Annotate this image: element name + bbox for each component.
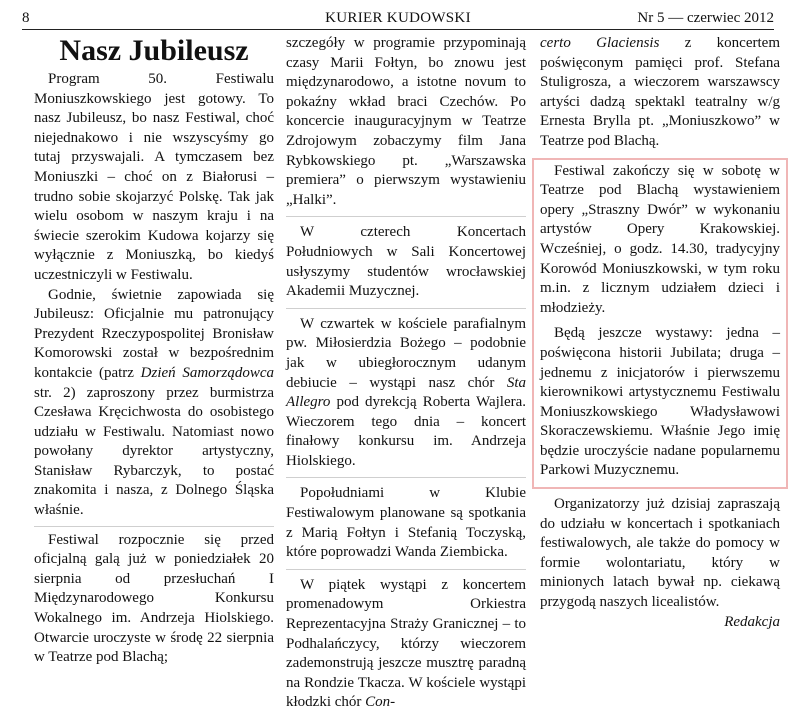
- paragraph: [286, 308, 526, 472]
- text-span: Organizatorzy już dzisiaj zapraszają do udziału w koncertach i spotkaniach festiwalowych, ale także do pomocy w formie wolontariatu, który w minionych latach bywał np. ciekawą przygodą naszych licealistów.: [540, 496, 780, 611]
- paragraph: Festiwal rozpocznie się przed oficjalną galą już w poniedziałek 20 sierpnia od przesłuchań I Międzynarodowego Konkursu Wokalnego im. Andrzeja Hiolskiego. Otwarcie uroczyste w środę 22 sierpnia w Teatrze pod Blachą;: [34, 526, 274, 668]
- text-span: pod dyrekcją Roberta Wajlera. Wieczorem tego dnia – koncert finałowy konkursu im. Andrzeja Hiolskiego.: [286, 394, 526, 469]
- text-span: z koncertem poświęconym pamięci prof. Stefana Stuligrosza, a wieczorem warszawscy artyści dadzą spektakl teatralny w/g Ernesta Brylla pt. „Moniuszkowo” w Teatrze pod Blachą.: [540, 35, 780, 149]
- italic-choir-name: Sta Allegro: [286, 374, 526, 411]
- paragraph: W czterech Koncertach Południowych w Sali Koncertowej usłyszymy studentów wrocławskiej Akademii Muzycznej.: [286, 216, 526, 301]
- text-span: Godnie, świetnie zapowiada się Jubileusz: Oficjalnie mu patronujący Prezydent Rzeczypospolitej Bronisław Komorowski został w bezpośrednim kontakcie (patrz: [34, 286, 274, 381]
- paragraph: Popołudniami w Klubie Festiwalowym planowane są spotkania z Marią Fołtyn i Stefanią Toczyską, które poprowadzi Wanda Ziembicka.: [286, 477, 526, 562]
- paragraph: Program 50. Festiwalu Moniuszkowskiego jest gotowy. To nasz Jubileusz, bo nasz Festiwal, choć niejednakowo i nie wszyscyśmy go tutaj przyswajali. A tymczasem bez Moniuszki – choć on z Białorusi – trudno sobie skojarzyć Polskę. Tak jak wielu osobom w naszym kraju i na świecie szerokim Kudowa kojarzy się wyłącznie z Moniuszką, bo kiedyś uczestniczyli w Festiwalu.: [34, 71, 274, 283]
- article-column-3: [540, 34, 780, 632]
- paragraph: [540, 495, 780, 630]
- italic-choir-name: certo Glaciensis: [540, 35, 660, 51]
- newspaper-name: KURIER KUDOWSKI: [325, 10, 471, 26]
- article-column-1: [34, 34, 274, 668]
- issue-info: Nr 5 — czerwiec 2012: [637, 10, 774, 26]
- paragraph: [34, 286, 274, 521]
- header-rule: [22, 29, 774, 30]
- italic-reference: Dzień Samorządowca: [140, 364, 275, 381]
- text-span: W piątek wystąpi z koncertem promenadowym Orkiestra Reprezentacyjna Straży Granicznej – to Podhalańczycy, którzy wieczorem zademonstrują jeszcze musztrę paradną na Rondzie Tkacza. W kościele wystąpi kłodzki chór: [286, 576, 526, 711]
- paragraph: [540, 34, 780, 152]
- paragraph: [286, 569, 526, 713]
- text-span: str. 2) zaproszony przez burmistrza Czesława Kręcichwosta do osobistego udziału w Festiwalu. Natomiast nowo powołany dyrektor artystyczny, Stanisław Rybarczyk, to postać znakomita i nasza, z Dolnego Śląska właśnie.: [34, 384, 274, 519]
- article-title: Nasz Jubileusz: [59, 34, 249, 67]
- paragraph: Będą jeszcze wystawy: jedna – poświęcona historii Jubilata; druga – jednemu z inicjatorów i pierwszemu kierownikowi artystycznemu Festiwalu Moniuszkowskiego Władysławowi Skoraczewskiemu. Właśnie Jego imię będzie uroczyście nadane popularnemu Parkowi Muzycznemu.: [540, 325, 780, 479]
- page-number: 8: [22, 10, 30, 26]
- italic-choir-name: Con-: [365, 694, 396, 711]
- paragraph: szczegóły w programie przypominają czasy Marii Fołtyn, bo znowu jest międzynarodowo, a istotne novum to pokaźny wkład braci Czechów. Po koncercie inauguracyjnym w Teatrze Zdrojowym zobaczymy film Jana Rybkowskiego pt. „Warszawska premiera” o pierwszym wystawieniu „Halki”.: [286, 35, 526, 208]
- signature: Redakcja: [724, 613, 780, 630]
- page-header: [22, 8, 774, 28]
- paragraph: Festiwal zakończy się w sobotę w Teatrze pod Blachą wystawieniem opery „Straszny Dwór” w wykonaniu artystów Opery Krakowskiej. Wcześniej, o godz. 14.30, tradycyjny Korowód Moniuszkowski, w tym roku m.in. z licznym udziałem dzieci i młodzieży.: [540, 162, 780, 316]
- article-column-2: [286, 34, 526, 713]
- highlight-box: [532, 158, 788, 490]
- text-span: W czwartek w kościele parafialnym pw. Miłosierdzia Bożego – podobnie jak w ubiegłorocznym udanym debiucie – wystąpi nasz chór: [286, 315, 526, 391]
